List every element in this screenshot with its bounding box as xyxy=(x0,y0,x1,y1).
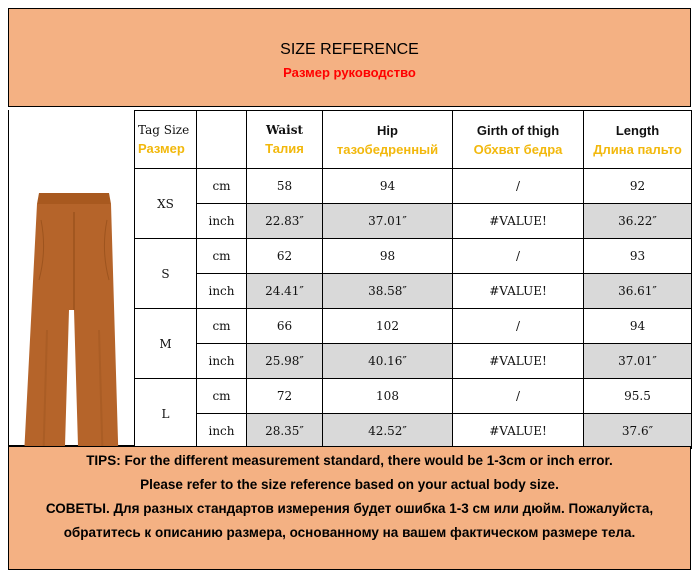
hip-cell: 98 xyxy=(323,239,453,274)
waist-cell: 22.83″ xyxy=(247,204,323,239)
page-subtitle: Размер руководство xyxy=(283,65,416,80)
waist-cell: 72 xyxy=(247,379,323,414)
unit-cell: inch xyxy=(197,344,247,379)
size-tag: XS xyxy=(135,169,197,239)
waist-cell: 28.35″ xyxy=(247,414,323,449)
waist-cell: 62 xyxy=(247,239,323,274)
table-row xyxy=(135,204,692,239)
unit-cell: cm xyxy=(197,239,247,274)
waist-cell: 25.98″ xyxy=(247,344,323,379)
table-row xyxy=(135,309,692,344)
tips-line-en-2: Please refer to the size reference based on your actual body size. xyxy=(140,477,559,492)
thigh-cell: #VALUE! xyxy=(453,414,584,449)
unit-cell: cm xyxy=(197,169,247,204)
table-row xyxy=(135,169,692,204)
thigh-cell: #VALUE! xyxy=(453,274,584,309)
hip-cell: 94 xyxy=(323,169,453,204)
hip-cell: 40.16″ xyxy=(323,344,453,379)
table-row xyxy=(135,344,692,379)
hip-cell: 108 xyxy=(323,379,453,414)
product-image-cell xyxy=(8,110,134,446)
table-row xyxy=(135,239,692,274)
unit-cell: cm xyxy=(197,309,247,344)
thigh-cell: / xyxy=(453,379,584,414)
table-row xyxy=(135,414,692,449)
col-unit xyxy=(197,111,247,169)
thigh-cell: / xyxy=(453,169,584,204)
waist-cell: 24.41″ xyxy=(247,274,323,309)
unit-cell: inch xyxy=(197,274,247,309)
length-cell: 37.6″ xyxy=(584,414,692,449)
length-cell: 36.22″ xyxy=(584,204,692,239)
tips-line-ru: СОВЕТЫ. Для разных стандартов измерения будет ошибка 1-3 см или дюйм. Пожалуйста, обратитесь к описанию размера, основанному на вашем фактическом размере тела. xyxy=(45,501,654,540)
thigh-cell: #VALUE! xyxy=(453,204,584,239)
hip-cell: 102 xyxy=(323,309,453,344)
tips-box xyxy=(8,446,691,570)
thigh-cell: / xyxy=(453,239,584,274)
size-tag: M xyxy=(135,309,197,379)
waist-cell: 66 xyxy=(247,309,323,344)
unit-cell: inch xyxy=(197,204,247,239)
size-table xyxy=(134,110,692,449)
tips-line-en-1: TIPS: For the different measurement standard, there would be 1-3cm or inch error. xyxy=(86,453,613,468)
col-length: Length Длина пальто xyxy=(584,111,692,169)
length-cell: 37.01″ xyxy=(584,344,692,379)
wide-leg-pants-icon xyxy=(17,190,127,490)
length-cell: 95.5 xyxy=(584,379,692,414)
col-waist: Waist Талия xyxy=(247,111,323,169)
length-cell: 94 xyxy=(584,309,692,344)
hip-cell: 37.01″ xyxy=(323,204,453,239)
length-cell: 93 xyxy=(584,239,692,274)
hip-cell: 42.52″ xyxy=(323,414,453,449)
unit-cell: cm xyxy=(197,379,247,414)
page-title: SIZE REFERENCE xyxy=(280,41,419,58)
unit-cell: inch xyxy=(197,414,247,449)
table-row xyxy=(135,379,692,414)
thigh-cell: / xyxy=(453,309,584,344)
table-row xyxy=(135,274,692,309)
size-reference-header xyxy=(8,8,691,107)
length-cell: 92 xyxy=(584,169,692,204)
size-tag: S xyxy=(135,239,197,309)
col-tag-size: Tag Size Размер xyxy=(135,111,197,169)
size-tag: L xyxy=(135,379,197,449)
col-hip: Hip тазобедренный xyxy=(323,111,453,169)
waist-cell: 58 xyxy=(247,169,323,204)
hip-cell: 38.58″ xyxy=(323,274,453,309)
thigh-cell: #VALUE! xyxy=(453,344,584,379)
col-girth-of-thigh: Girth of thigh Обхват бедра xyxy=(453,111,584,169)
table-header-row xyxy=(135,111,692,169)
length-cell: 36.61″ xyxy=(584,274,692,309)
